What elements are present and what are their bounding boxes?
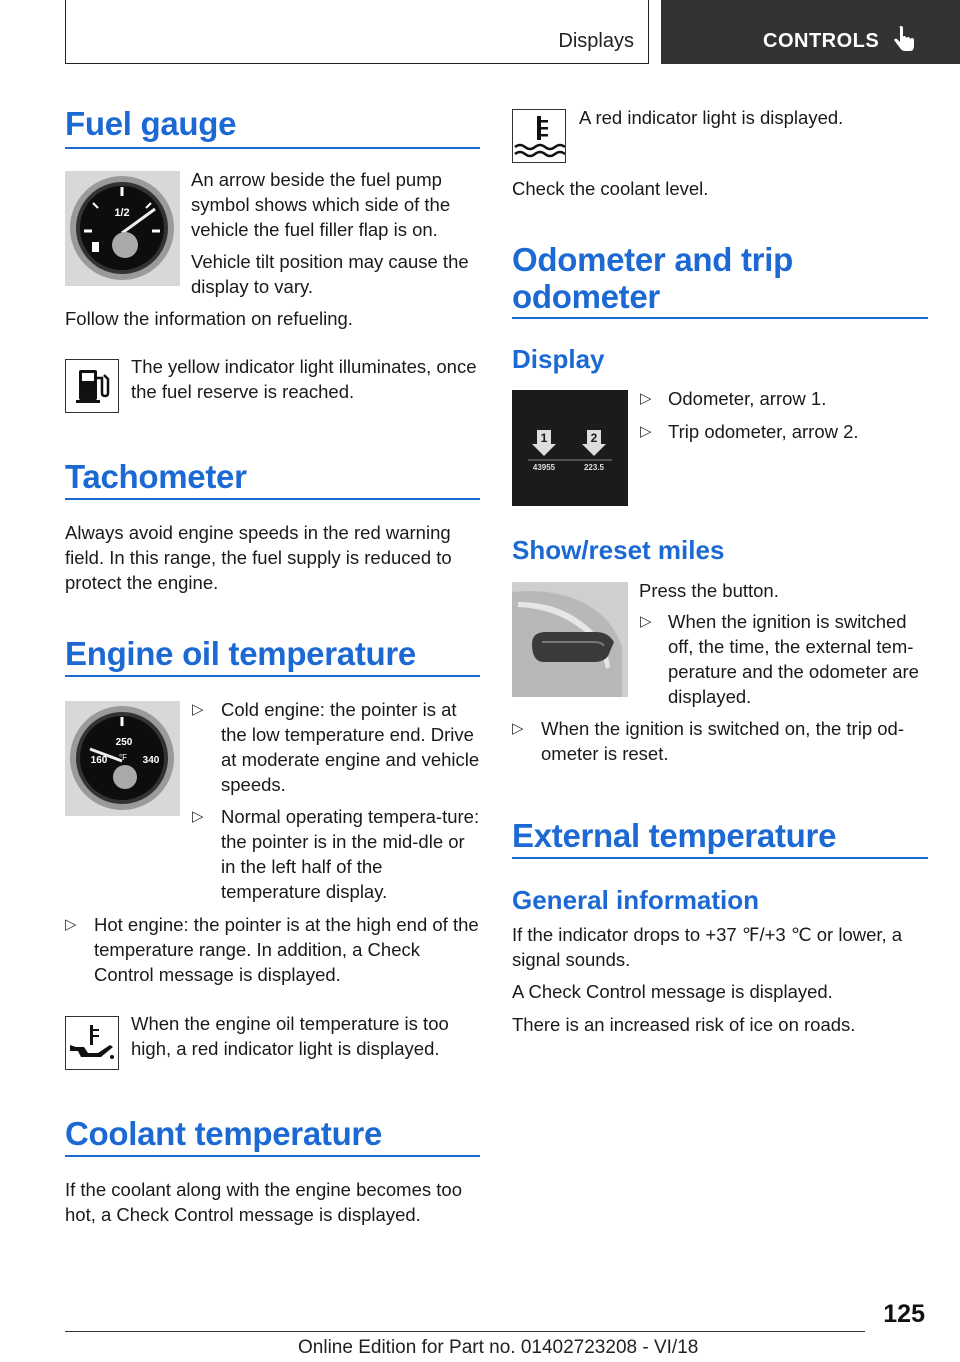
oil-gauge-label-unit: °F (118, 753, 128, 762)
coolant-indicator-text: A red indicator light is displayed. (579, 107, 844, 128)
oil-gauge-label-340: 340 (142, 755, 160, 766)
title-rule (65, 498, 480, 500)
trip-odometer-value: 223.5 (583, 463, 605, 472)
footer-edition: Online Edition for Part no. 01402723208 - VI/18 (298, 1337, 699, 1358)
list-item: ▷ Trip odometer, arrow 2. (640, 421, 859, 442)
odometer-display-image (512, 390, 628, 506)
fuel-gauge-image (65, 171, 180, 286)
tachometer-text: Always avoid engine speeds in the red warning field. In this range, the fuel supply is reduced to protect the engine. (65, 522, 452, 593)
tachometer-title: Tachometer (65, 458, 247, 495)
general-info-heading: General information (512, 885, 760, 915)
reset-intro: Press the button. (639, 580, 779, 601)
reset-button-image (512, 582, 628, 697)
header-section-tab (65, 0, 649, 64)
list-item: ▷ Normal operating tempera-ture: the pointer is in the mid-dle or in the left half of the temperature display. (192, 806, 480, 902)
odometer-arrow-2-label: 2 (590, 431, 598, 445)
title-rule (65, 675, 480, 677)
title-rule (65, 147, 480, 149)
list-item: ▷ Odometer, arrow 1. (640, 388, 827, 409)
odometer-value: 43955 (532, 463, 556, 472)
oil-temp-gauge-image (65, 701, 180, 816)
external-temp-para2: A Check Control message is displayed. (512, 981, 833, 1002)
odometer-title: Odometer and trip odometer (512, 241, 793, 315)
title-rule (512, 857, 928, 859)
fuel-gauge-para3: Follow the information on refueling. (65, 308, 353, 329)
page-number: 125 (883, 1300, 925, 1328)
oil-temp-indicator-text: When the engine oil temperature is too high, a red indicator light is displayed. (131, 1013, 449, 1059)
reset-heading: Show/reset miles (512, 535, 725, 565)
header-chapter-tab (661, 0, 960, 64)
header-section-label: Displays (558, 30, 634, 52)
display-heading: Display (512, 344, 605, 374)
header-chapter-label: CONTROLS (763, 30, 880, 52)
coolant-check-text: Check the coolant level. (512, 178, 709, 199)
title-rule (512, 317, 928, 319)
fuel-gauge-para2: Vehicle tilt position may cause the display to vary. (191, 251, 469, 297)
list-item: ▷ When the ignition is switched on, the trip od-ometer is reset. (512, 718, 904, 764)
oil-gauge-label-250: 250 (115, 737, 133, 748)
title-rule (65, 1155, 480, 1157)
list-item: ▷ Hot engine: the pointer is at the high end of the temperature range. In addition, a Check Control message is displayed. (65, 914, 479, 985)
pointing-hand-icon (893, 26, 917, 54)
external-temp-para1: If the indicator drops to +37 ℉/+3 ℃ or lower, a signal sounds. (512, 924, 903, 970)
external-temp-title: External temperature (512, 817, 837, 854)
oil-temp-title: Engine oil temperature (65, 635, 416, 672)
fuel-gauge-title: Fuel gauge (65, 105, 237, 142)
fuel-reserve-indicator-text: The yellow indicator light illuminates, once the fuel reserve is reached. (131, 356, 477, 402)
fuel-gauge-half-label: 1/2 (114, 207, 130, 219)
fuel-gauge-para1: An arrow beside the fuel pump symbol shows which side of the vehicle the fuel filler flap is on. (191, 169, 451, 240)
external-temp-para3: There is an increased risk of ice on roads. (512, 1014, 856, 1035)
footer-rule (65, 1331, 865, 1332)
oil-temperature-warning-icon (65, 1016, 119, 1070)
coolant-title: Coolant temperature (65, 1115, 383, 1152)
coolant-temperature-icon (512, 109, 566, 163)
fuel-pump-icon (65, 359, 119, 413)
odometer-arrow-1-label: 1 (540, 431, 548, 445)
list-item: ▷ When the ignition is switched off, the time, the external tem-perature and the odometer are displayed. (640, 611, 919, 707)
oil-gauge-label-160: 160 (90, 755, 108, 766)
coolant-text: If the coolant along with the engine becomes too hot, a Check Control message is displayed. (65, 1179, 462, 1225)
list-item: ▷ Cold engine: the pointer is at the low temperature end. Drive at moderate engine and vehicle speeds. (192, 699, 480, 795)
